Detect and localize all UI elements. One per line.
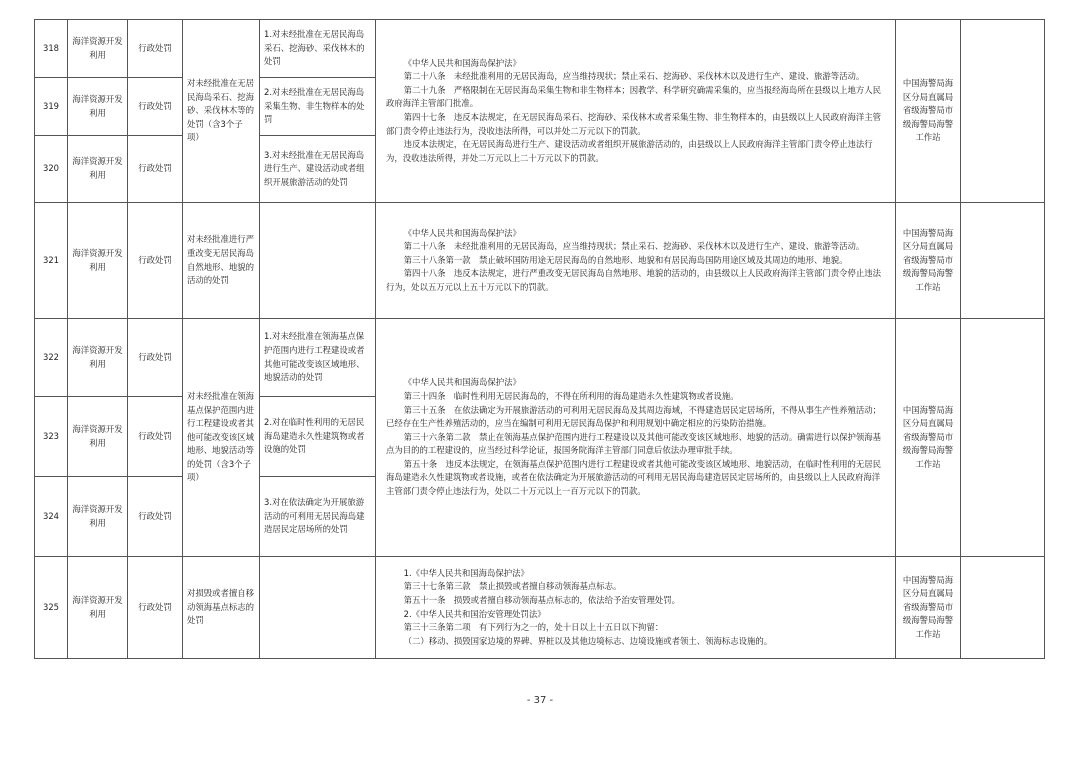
subitem-cell: 1.对未经批准在无居民海岛采石、挖海砂、采伐林木的处罚	[260, 20, 376, 78]
authority-cell: 中国海警局海区分局直属局省级海警局市级海警局海警工作站	[896, 557, 961, 659]
subitem-cell: 3.对在依法确定为开展旅游活动的可利用无居民海岛建造居民定居场所的处罚	[260, 477, 376, 557]
subitem-cell	[260, 557, 376, 659]
basis-line: 第二十八条 未经批准利用的无居民海岛，应当维持现状；禁止采石、挖海砂、采伐林木以及进行生产、建设、旅游等活动。	[403, 241, 865, 252]
basis-line: （二）移动、损毁国家边境的界碑、界桩以及其他边境标志、边境设施或者领土、领海标志设施的。	[403, 635, 773, 646]
category-cell: 海洋资源开发利用	[68, 136, 128, 203]
item-name-cell: 对未经批准进行严重改变无居民海岛自然地形、地貌的活动的处罚	[183, 203, 260, 319]
type-cell: 行政处罚	[128, 203, 183, 319]
basis-line: 第三十三条第二项 有下列行为之一的，处十日以上十五日以下拘留：	[403, 622, 664, 633]
power-list-table	[34, 19, 1045, 659]
subitem-cell: 3.对未经批准在无居民海岛进行生产、建设活动或者组织开展旅游活动的处罚	[260, 136, 376, 203]
basis-line: 第四十八条 违反本法规定，进行严重改变无居民海岛自然地形、地貌的活动的，由县级以上人民政府海洋主管部门责令停止违法行为，处以五万元以上五十万元以下的罚款。	[386, 268, 881, 292]
subitem-cell: 1.对未经批准在领海基点保护范围内进行工程建设或者其他可能改变该区域地形、地貌活动的处罚	[260, 319, 376, 397]
item-name-cell: 对损毁或者擅自移动领海基点标志的处罚	[183, 557, 260, 659]
category-cell: 海洋资源开发利用	[68, 319, 128, 397]
legal-basis-cell	[376, 20, 896, 203]
basis-line: 违反本法规定，在无居民海岛进行生产、建设活动或者组织开展旅游活动的，由县级以上人民政府海洋主管部门责令停止违法行为，没收违法所得，并处二万元以上二十万元以下的罚款。	[386, 139, 873, 163]
category-cell: 海洋资源开发利用	[68, 477, 128, 557]
basis-line: 《中华人民共和国海岛保护法》	[403, 57, 521, 68]
legal-basis-cell	[376, 203, 896, 319]
basis-line: 第三十八条第一款 禁止破坏国防用途无居民海岛的自然地形、地貌和有居民海岛国防用途区域及其周边的地形、地貌。	[403, 254, 848, 265]
table-row	[35, 319, 1045, 397]
row-number: 324	[35, 477, 68, 557]
row-number: 318	[35, 20, 68, 78]
basis-line: 《中华人民共和国海岛保护法》	[403, 227, 521, 238]
type-cell: 行政处罚	[128, 78, 183, 136]
subitem-cell: 2.对在临时性利用的无居民海岛建造永久性建筑物或者设施的处罚	[260, 397, 376, 477]
remark-cell	[961, 20, 1045, 203]
page-number: - 37 -	[526, 695, 554, 706]
row-number: 323	[35, 397, 68, 477]
remark-cell	[961, 557, 1045, 659]
type-cell: 行政处罚	[128, 557, 183, 659]
basis-line: 2.《中华人民共和国治安管理处罚法》	[403, 608, 546, 619]
type-cell: 行政处罚	[128, 136, 183, 203]
basis-line: 《中华人民共和国海岛保护法》	[403, 377, 521, 388]
row-number: 322	[35, 319, 68, 397]
basis-line: 第五十条 违反本法规定，在领海基点保护范围内进行工程建设或者其他可能改变该区域地形、地貌活动，在临时性利用的无居民海岛建造永久性建筑物或者设施，或者在依法确定为开展旅游活动的可利用无居民海岛建造居民定居场所的，由县级以上人民政府海洋主管部门责令停止违法行为，处以二十万元以上一百万元以下的罚款。	[386, 458, 881, 497]
type-cell: 行政处罚	[128, 20, 183, 78]
subitem-cell: 2.对未经批准在无居民海岛采集生物、非生物样本的处罚	[260, 78, 376, 136]
basis-line: 第二十八条 未经批准利用的无居民海岛，应当维持现状；禁止采石、挖海砂、采伐林木以及进行生产、建设、旅游等活动。	[403, 71, 865, 82]
table-row	[35, 20, 1045, 78]
basis-line: 第五十一条 损毁或者擅自移动领海基点标志的，依法给予治安管理处罚。	[403, 594, 680, 605]
basis-line: 1.《中华人民共和国海岛保护法》	[403, 567, 529, 578]
category-cell: 海洋资源开发利用	[68, 20, 128, 78]
row-number: 325	[35, 557, 68, 659]
category-cell: 海洋资源开发利用	[68, 397, 128, 477]
table-row	[35, 203, 1045, 319]
basis-line: 第三十四条 临时性利用无居民海岛的，不得在所利用的海岛建造永久性建筑物或者设施。	[403, 390, 739, 401]
row-number: 321	[35, 203, 68, 319]
category-cell: 海洋资源开发利用	[68, 78, 128, 136]
basis-line: 第三十五条 在依法确定为开展旅游活动的可利用无居民海岛及其周边海域，不得建造居民定居场所，不得从事生产性养殖活动；已经存在生产性养殖活动的，应当在编制可利用无居民海岛保护和利用规划中确定相应的污染防治措施。	[386, 404, 881, 429]
remark-cell	[961, 319, 1045, 557]
category-cell: 海洋资源开发利用	[68, 557, 128, 659]
authority-cell: 中国海警局海区分局直属局省级海警局市级海警局海警工作站	[896, 203, 961, 319]
basis-line: 第四十七条 违反本法规定，在无居民海岛采石、挖海砂、采伐林木或者采集生物、非生物样本的，由县级以上人民政府海洋主管部门责令停止违法行为，没收违法所得，可以并处二万元以下的罚款。	[386, 112, 881, 136]
item-name-cell: 对未经批准在无居民海岛采石、挖海砂、采伐林木等的处罚（含3个子项）	[183, 20, 260, 203]
legal-basis-cell	[376, 319, 896, 557]
basis-line: 第三十七条第三款 禁止损毁或者擅自移动领海基点标志。	[403, 581, 622, 592]
legal-basis-cell	[376, 557, 896, 659]
basis-line: 第二十九条 严格限制在无居民海岛采集生物和非生物样本；因教学、科学研究确需采集的，应当报经海岛所在县级以上地方人民政府海洋主管部门批准。	[386, 84, 881, 109]
row-number: 319	[35, 78, 68, 136]
type-cell: 行政处罚	[128, 319, 183, 397]
authority-cell: 中国海警局海区分局直属局省级海警局市级海警局海警工作站	[896, 319, 961, 557]
remark-cell	[961, 203, 1045, 319]
row-number: 320	[35, 136, 68, 203]
type-cell: 行政处罚	[128, 397, 183, 477]
item-name-cell: 对未经批准在领海基点保护范围内进行工程建设或者其他可能改变该区域地形、地貌活动等的处罚（含3个子项）	[183, 319, 260, 557]
table-row	[35, 557, 1045, 659]
authority-cell: 中国海警局海区分局直属局省级海警局市级海警局海警工作站	[896, 20, 961, 203]
type-cell: 行政处罚	[128, 477, 183, 557]
subitem-cell	[260, 203, 376, 319]
basis-line: 第三十六条第二款 禁止在领海基点保护范围内进行工程建设以及其他可能改变该区域地形、地貌的活动。确需进行以保护领海基点为目的的工程建设的，应当经过科学论证，报国务院海洋主管部门同意后依法办理审批手续。	[386, 431, 881, 456]
category-cell: 海洋资源开发利用	[68, 203, 128, 319]
